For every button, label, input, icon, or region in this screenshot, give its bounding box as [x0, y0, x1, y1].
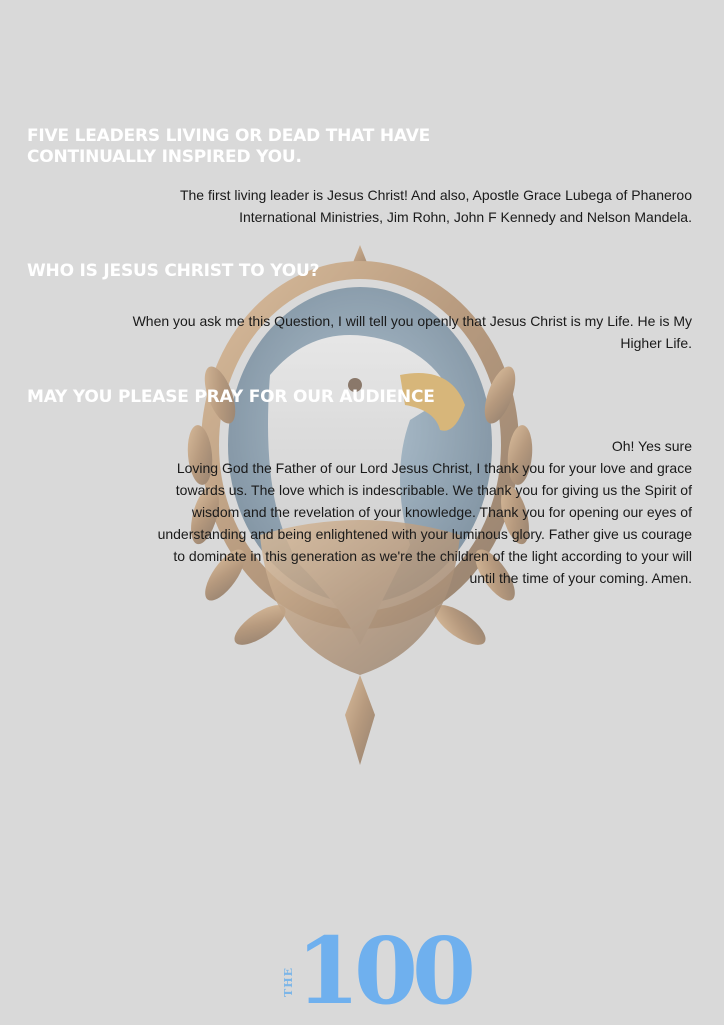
the-100-logo	[282, 917, 471, 1025]
section-answer-inspiring-leaders	[92, 184, 692, 228]
answer-line: Oh! Yes sure	[611, 438, 692, 454]
section-heading-inspiring-leaders: FIVE LEADERS LIVING OR DEAD THAT HAVE CONTINUALLY INSPIRED YOU.	[27, 126, 431, 167]
logo-number: 100	[296, 917, 471, 1025]
answer-line: Higher Life.	[620, 335, 692, 351]
logo-small-text: THE	[282, 967, 295, 997]
section-heading-jesus-christ: WHO IS JESUS CHRIST TO YOU?	[27, 261, 320, 281]
answer-line: When you ask me this Question, I will tell you openly that Jesus Christ is my Life. He is My	[132, 313, 692, 329]
answer-line: wisdom and the revelation of your knowledge. Thank you for opening our eyes of	[191, 504, 692, 520]
section-answer-jesus-christ	[52, 310, 692, 354]
answer-line: towards us. The love which is indescribable. We thank you for giving us the Spirit of	[175, 482, 692, 498]
answer-line: until the time of your coming. Amen.	[469, 570, 692, 586]
answer-line: understanding and being enlightened with your luminous glory. Father give us courage	[157, 526, 692, 542]
answer-line: Loving God the Father of our Lord Jesus Christ, I thank you for your love and grace	[176, 460, 692, 476]
answer-line: to dominate in this generation as we're the children of the light according to your will	[173, 548, 692, 564]
section-answer-prayer	[72, 435, 692, 589]
section-heading-prayer: MAY YOU PLEASE PRAY FOR OUR AUDIENCE	[27, 387, 435, 407]
answer-line: International Ministries, Jim Rohn, John F Kennedy and Nelson Mandela.	[239, 209, 692, 225]
answer-line: The first living leader is Jesus Christ! And also, Apostle Grace Lubega of Phaneroo	[179, 187, 692, 203]
